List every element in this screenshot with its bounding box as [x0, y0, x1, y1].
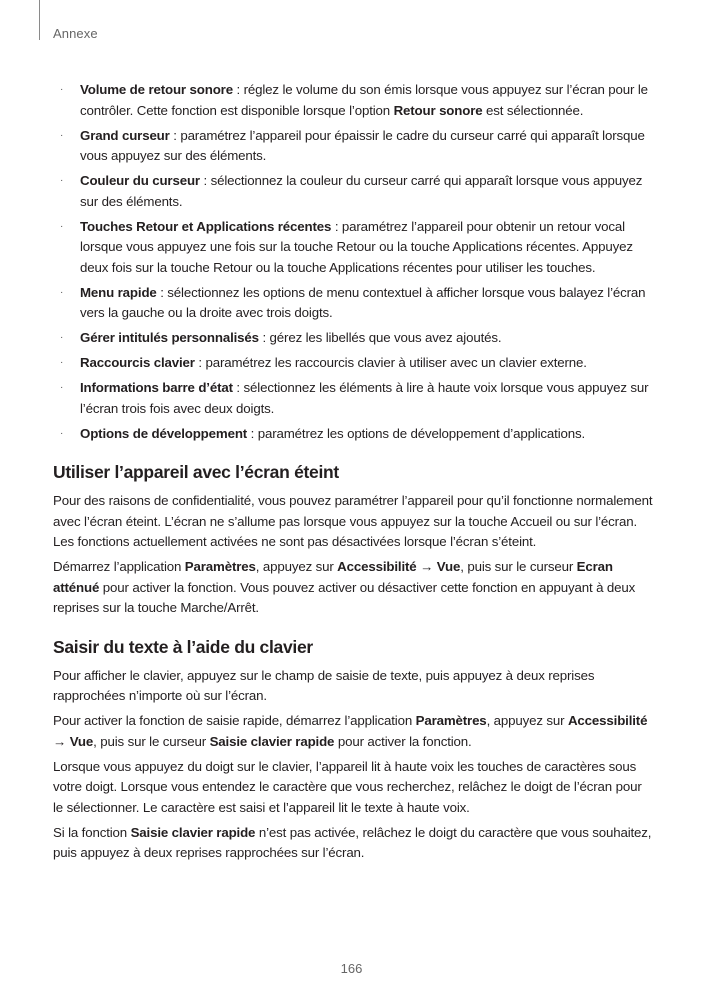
list-item: · Volume de retour sonore : réglez le volume du son émis lorsque vous appuyez sur l’écran pour le contrôler. Cette fonction est disponible lorsque l’option Retour sonore est sélectionnée.	[60, 82, 648, 118]
paragraph: Pour afficher le clavier, appuyez sur le champ de saisie de texte, puis appuyez à deux reprises rapprochées n’importe où sur l’écran.	[53, 667, 595, 703]
margin-rule	[39, 0, 40, 40]
paragraph: Démarrez l’application Paramètres, appuyez sur Accessibilité → Vue, puis sur le curseur Ecran atténué pour activer la fonction. Vous pouvez activer ou désactiver cette fonction en appuyant à deux reprises sur la touche Marche/Arrêt.	[53, 559, 636, 615]
paragraph: Pour activer la fonction de saisie rapide, démarrez l’application Paramètres, appuyez sur Accessibilité → Vue, puis sur le curseur Saisie clavier rapide pour activer la fonction.	[53, 713, 648, 749]
list-item: · Touches Retour et Applications récentes : paramétrez l’appareil pour obtenir un retour vocal lorsque vous appuyez une fois sur la touche Retour ou la touche Applications récentes. Appuyez deux fois sur la touche Retour ou la touche Applications récentes pour utiliser les touches.	[60, 218, 633, 275]
item-term: Volume de retour sonore	[80, 82, 233, 97]
item-term: Touches Retour et Applications récentes	[80, 218, 332, 234]
item-term: Menu rapide	[80, 284, 157, 300]
paragraph: Si la fonction Saisie clavier rapide n’est pas activée, relâchez le doigt du caractère que vous souhaitez, puis appuyez à deux reprises rapprochées sur l’écran.	[53, 824, 652, 860]
paragraph: Lorsque vous appuyez du doigt sur le clavier, l’appareil lit à haute voix les touches de caractères sous votre doigt. Lorsque vous entendez le caractère que vous recherchez, relâchez le doigt de l’écran pour le sélectionner. Le caractère est saisi et l’appareil lit le texte à haute voix.	[53, 758, 642, 815]
list-item: · Informations barre d’état : sélectionnez les éléments à lire à haute voix lorsque vous appuyez sur l’écran trois fois avec deux doigts.	[60, 380, 649, 416]
page-number: 166	[340, 961, 363, 976]
paragraph: Pour des raisons de confidentialité, vous pouvez paramétrer l’appareil pour qu’il fonctionne normalement avec l’écran éteint. L’écran ne s’allume pas lorsque vous appuyez sur la touche Accueil ou sur l’écran. Les fonctions actuellement activées ne sont pas désactivées lorsque l’écran s’éteint.	[53, 493, 653, 549]
item-term: Options de développement	[80, 425, 248, 441]
running-header: Annexe	[53, 26, 98, 41]
bullet-icon: ·	[60, 332, 64, 343]
list-item: · Menu rapide : sélectionnez les options de menu contextuel à afficher lorsque vous balayez l’écran vers la gauche ou la droite avec trois doigts.	[60, 284, 646, 320]
bullet-icon: ·	[60, 427, 64, 439]
bullet-icon: ·	[60, 84, 64, 95]
section-heading-screen-off: Utiliser l’appareil avec l’écran éteint	[53, 462, 339, 482]
item-term: Couleur du curseur	[80, 173, 200, 188]
settings-list	[53, 80, 653, 444]
item-term: Informations barre d’état	[80, 380, 233, 395]
item-term: Grand curseur	[80, 127, 170, 143]
list-item: · Couleur du curseur : sélectionnez la couleur du curseur carré qui apparaît lorsque vous appuyez sur des éléments.	[60, 173, 643, 209]
bullet-icon: ·	[60, 382, 64, 393]
bullet-icon: ·	[60, 175, 64, 186]
bullet-icon: ·	[60, 129, 64, 141]
bullet-icon: ·	[60, 286, 64, 298]
list-item: · Grand curseur : paramétrez l’appareil pour épaissir le cadre du curseur carré qui apparaît lorsque vous appuyez sur des éléments.	[60, 127, 645, 163]
list-item: · Gérer intitulés personnalisés : gérez les libellés que vous avez ajoutés.	[53, 328, 653, 349]
item-term: Gérer intitulés personnalisés	[80, 330, 259, 345]
bullet-icon: ·	[60, 220, 64, 232]
list-item: · Raccourcis clavier : paramétrez les raccourcis clavier à utiliser avec un clavier externe.	[53, 353, 653, 374]
item-term: Raccourcis clavier	[80, 355, 195, 370]
bullet-icon: ·	[60, 357, 64, 368]
arrow-icon: →	[53, 733, 70, 749]
list-item: · Options de développement : paramétrez les options de développement d’applications.	[53, 424, 653, 445]
page-content	[53, 80, 653, 868]
arrow-icon: →	[416, 559, 437, 574]
section-heading-keyboard: Saisir du texte à l’aide du clavier	[53, 636, 313, 657]
